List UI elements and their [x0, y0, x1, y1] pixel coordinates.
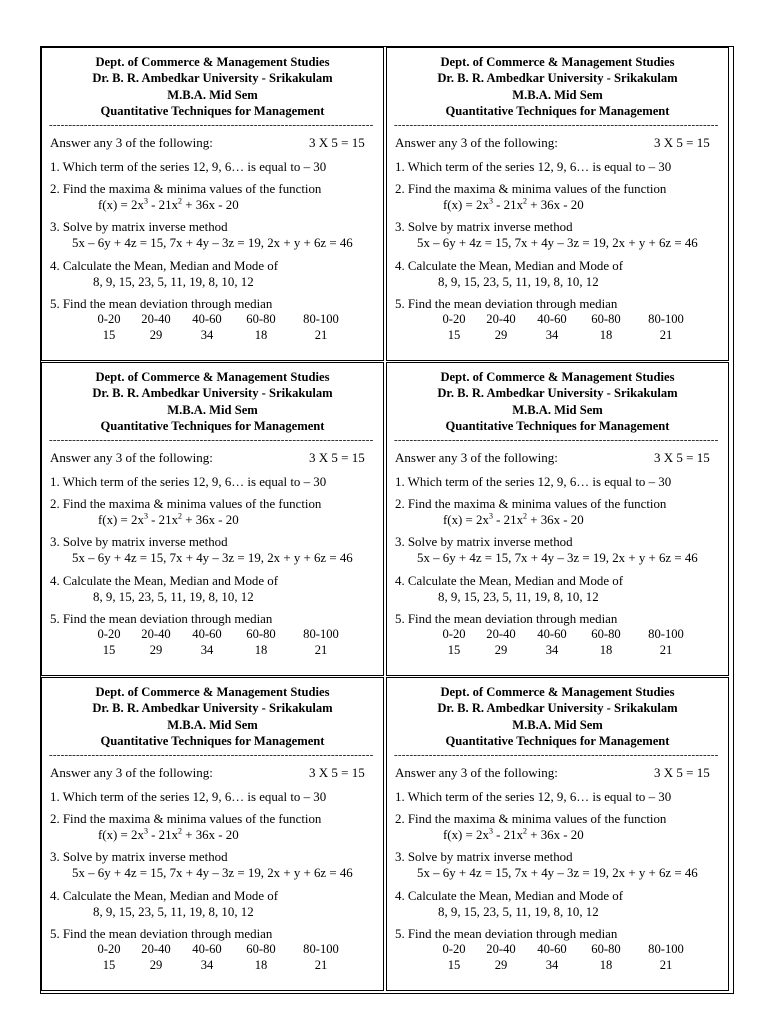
question-3 [395, 219, 728, 251]
square-exponent: 2 [178, 196, 183, 206]
instruction-line [50, 135, 383, 153]
dashed-separator: ------------------------------------------------------------------------------------ [394, 750, 719, 759]
frequency-value: 34 [545, 957, 559, 972]
question-2 [50, 811, 383, 843]
question-2 [50, 181, 383, 213]
frequency-value: 15 [447, 957, 461, 972]
question-4 [395, 888, 728, 920]
function-lhs: f(x) = 2x [98, 198, 144, 213]
class-interval: 0-20 [442, 627, 466, 642]
class-interval-row [89, 312, 351, 328]
question-5 [395, 926, 728, 942]
question-1 [50, 474, 383, 490]
frequency-value: 34 [200, 642, 214, 657]
cubic-exponent: 3 [143, 196, 148, 206]
marks-allocation: 3 X 5 = 15 [654, 449, 710, 465]
function-tail: + 36x - 20 [527, 513, 584, 528]
function-expression [50, 512, 383, 528]
question-5-text: 5. Find the mean deviation through median [395, 297, 618, 312]
function-lhs: f(x) = 2x [98, 828, 144, 843]
frequency-value: 29 [149, 327, 163, 342]
question-2 [395, 181, 728, 213]
function-lhs: f(x) = 2x [443, 513, 489, 528]
function-expression [395, 197, 728, 213]
function-lhs: f(x) = 2x [443, 198, 489, 213]
paper-header [387, 48, 728, 120]
function-tail: + 36x - 20 [182, 198, 239, 213]
frequency-value: 34 [545, 327, 559, 342]
function-expression [50, 197, 383, 213]
marks-allocation: 3 X 5 = 15 [654, 764, 710, 780]
question-1-text: 1. Which term of the series 12, 9, 6… is equal to – 30 [50, 159, 327, 174]
instruction-text: Answer any 3 of the following: [395, 449, 558, 465]
question-paper-card [386, 677, 729, 991]
class-interval-row [434, 627, 696, 643]
instruction-line [395, 765, 728, 783]
instruction-text: Answer any 3 of the following: [395, 134, 558, 150]
class-interval: 80-100 [648, 942, 684, 957]
class-interval: 80-100 [303, 312, 339, 327]
paper-header [42, 48, 383, 120]
question-2 [395, 811, 728, 843]
instruction-line [395, 450, 728, 468]
question-3-text: 3. Solve by matrix inverse method [50, 220, 228, 235]
frequency-value: 18 [599, 642, 613, 657]
equation-system: 5x – 6y + 4z = 15, 7x + 4y – 3z = 19, 2x + y + 6z = 46 [72, 866, 353, 881]
exam-name: M.B.A. Mid Sem [512, 717, 603, 732]
equation-system: 5x – 6y + 4z = 15, 7x + 4y – 3z = 19, 2x + y + 6z = 46 [72, 236, 353, 251]
equation-system: 5x – 6y + 4z = 15, 7x + 4y – 3z = 19, 2x + y + 6z = 46 [72, 551, 353, 566]
question-4-text: 4. Calculate the Mean, Median and Mode of [395, 258, 624, 273]
frequency-row [89, 328, 351, 344]
function-lhs: f(x) = 2x [98, 513, 144, 528]
paper-header [387, 678, 728, 750]
frequency-value: 15 [102, 957, 116, 972]
class-interval: 60-80 [246, 627, 276, 642]
exam-name: M.B.A. Mid Sem [167, 87, 258, 102]
question-1-text: 1. Which term of the series 12, 9, 6… is equal to – 30 [395, 474, 672, 489]
frequency-value: 29 [149, 642, 163, 657]
paper-header [42, 678, 383, 750]
cubic-exponent: 3 [143, 511, 148, 521]
university-name: Dr. B. R. Ambedkar University - Srikakulam [437, 701, 678, 716]
class-interval: 20-40 [486, 312, 516, 327]
department-name: Dept. of Commerce & Management Studies [440, 370, 675, 384]
frequency-value: 21 [659, 327, 673, 342]
question-4-text: 4. Calculate the Mean, Median and Mode of [395, 888, 624, 903]
class-interval: 0-20 [97, 942, 121, 957]
question-4 [395, 258, 728, 290]
class-interval: 80-100 [648, 312, 684, 327]
frequency-table [434, 312, 696, 343]
question-4 [50, 258, 383, 290]
question-2-text: 2. Find the maxima & minima values of the function [395, 181, 667, 196]
question-3 [50, 534, 383, 566]
question-paper-card [41, 362, 384, 676]
university-name: Dr. B. R. Ambedkar University - Srikakulam [92, 71, 333, 86]
subject-name: Quantitative Techniques for Management [445, 734, 670, 749]
function-lhs: f(x) = 2x [443, 828, 489, 843]
class-interval: 40-60 [537, 312, 567, 327]
square-exponent: 2 [523, 196, 528, 206]
subject-name: Quantitative Techniques for Management [445, 104, 670, 119]
question-5-text: 5. Find the mean deviation through median [50, 297, 273, 312]
class-interval: 40-60 [192, 942, 222, 957]
frequency-value: 34 [200, 957, 214, 972]
question-paper-card [386, 47, 729, 361]
class-interval: 80-100 [303, 942, 339, 957]
class-interval-row [89, 942, 351, 958]
frequency-value: 29 [494, 327, 508, 342]
frequency-value: 21 [314, 957, 328, 972]
subject-name: Quantitative Techniques for Management [100, 104, 325, 119]
question-3 [50, 219, 383, 251]
question-5-text: 5. Find the mean deviation through median [395, 927, 618, 942]
frequency-value: 29 [149, 957, 163, 972]
exam-name: M.B.A. Mid Sem [512, 402, 603, 417]
question-2 [50, 496, 383, 528]
class-interval: 20-40 [141, 627, 171, 642]
question-5 [50, 611, 383, 627]
function-middle: - 21x [147, 513, 179, 528]
university-name: Dr. B. R. Ambedkar University - Srikakulam [92, 386, 333, 401]
question-1-text: 1. Which term of the series 12, 9, 6… is equal to – 30 [395, 789, 672, 804]
dashed-separator: ------------------------------------------------------------------------------------ [394, 435, 719, 444]
class-interval: 80-100 [648, 627, 684, 642]
equation-system: 5x – 6y + 4z = 15, 7x + 4y – 3z = 19, 2x + y + 6z = 46 [417, 236, 698, 251]
question-4-text: 4. Calculate the Mean, Median and Mode of [50, 573, 279, 588]
department-name: Dept. of Commerce & Management Studies [440, 685, 675, 699]
question-5 [50, 296, 383, 312]
function-expression [395, 512, 728, 528]
question-3-text: 3. Solve by matrix inverse method [395, 850, 573, 865]
instruction-text: Answer any 3 of the following: [50, 449, 213, 465]
marks-allocation: 3 X 5 = 15 [309, 449, 365, 465]
instruction-line [50, 450, 383, 468]
instruction-text: Answer any 3 of the following: [50, 134, 213, 150]
question-4 [50, 573, 383, 605]
question-paper-card [386, 362, 729, 676]
paper-header [42, 363, 383, 435]
frequency-row [434, 958, 696, 974]
frequency-value: 29 [494, 642, 508, 657]
frequency-value: 21 [659, 642, 673, 657]
question-2-text: 2. Find the maxima & minima values of the function [50, 181, 322, 196]
function-tail: + 36x - 20 [527, 198, 584, 213]
question-5-text: 5. Find the mean deviation through median [395, 612, 618, 627]
question-4-text: 4. Calculate the Mean, Median and Mode of [395, 573, 624, 588]
class-interval: 60-80 [246, 942, 276, 957]
paper-header [387, 363, 728, 435]
class-interval: 0-20 [97, 627, 121, 642]
question-1 [395, 789, 728, 805]
dashed-separator: ------------------------------------------------------------------------------------ [49, 120, 374, 129]
square-exponent: 2 [523, 511, 528, 521]
question-paper-card [41, 47, 384, 361]
frequency-value: 18 [599, 327, 613, 342]
question-3 [50, 849, 383, 881]
frequency-value: 29 [494, 957, 508, 972]
question-5 [395, 611, 728, 627]
function-middle: - 21x [492, 828, 524, 843]
question-5-text: 5. Find the mean deviation through median [50, 612, 273, 627]
question-1-text: 1. Which term of the series 12, 9, 6… is equal to – 30 [395, 159, 672, 174]
square-exponent: 2 [523, 826, 528, 836]
function-middle: - 21x [492, 198, 524, 213]
question-2 [395, 496, 728, 528]
square-exponent: 2 [178, 826, 183, 836]
class-interval: 20-40 [486, 627, 516, 642]
frequency-value: 15 [447, 327, 461, 342]
frequency-row [434, 328, 696, 344]
frequency-value: 21 [314, 327, 328, 342]
class-interval: 60-80 [591, 942, 621, 957]
data-values: 8, 9, 15, 23, 5, 11, 19, 8, 10, 12 [438, 904, 599, 919]
frequency-value: 15 [102, 327, 116, 342]
frequency-value: 18 [599, 957, 613, 972]
university-name: Dr. B. R. Ambedkar University - Srikakulam [437, 71, 678, 86]
frequency-table [89, 312, 351, 343]
question-3-text: 3. Solve by matrix inverse method [50, 535, 228, 550]
frequency-row [89, 643, 351, 659]
question-1 [395, 159, 728, 175]
equation-system: 5x – 6y + 4z = 15, 7x + 4y – 3z = 19, 2x + y + 6z = 46 [417, 551, 698, 566]
cubic-exponent: 3 [488, 826, 493, 836]
function-expression [395, 827, 728, 843]
instruction-line [50, 765, 383, 783]
function-middle: - 21x [147, 828, 179, 843]
subject-name: Quantitative Techniques for Management [445, 419, 670, 434]
class-interval: 40-60 [192, 312, 222, 327]
subject-name: Quantitative Techniques for Management [100, 734, 325, 749]
class-interval: 80-100 [303, 627, 339, 642]
class-interval: 60-80 [246, 312, 276, 327]
department-name: Dept. of Commerce & Management Studies [95, 370, 330, 384]
class-interval: 20-40 [141, 942, 171, 957]
subject-name: Quantitative Techniques for Management [100, 419, 325, 434]
frequency-value: 34 [545, 642, 559, 657]
class-interval-row [434, 312, 696, 328]
equation-system: 5x – 6y + 4z = 15, 7x + 4y – 3z = 19, 2x + y + 6z = 46 [417, 866, 698, 881]
question-paper-card [41, 677, 384, 991]
cubic-exponent: 3 [488, 196, 493, 206]
class-interval: 0-20 [97, 312, 121, 327]
exam-name: M.B.A. Mid Sem [167, 402, 258, 417]
data-values: 8, 9, 15, 23, 5, 11, 19, 8, 10, 12 [93, 274, 254, 289]
data-values: 8, 9, 15, 23, 5, 11, 19, 8, 10, 12 [93, 589, 254, 604]
frequency-value: 21 [659, 957, 673, 972]
question-5 [50, 926, 383, 942]
class-interval-row [434, 942, 696, 958]
question-2-text: 2. Find the maxima & minima values of the function [50, 811, 322, 826]
question-3 [395, 534, 728, 566]
marks-allocation: 3 X 5 = 15 [309, 134, 365, 150]
class-interval: 20-40 [486, 942, 516, 957]
question-3-text: 3. Solve by matrix inverse method [395, 220, 573, 235]
exam-name: M.B.A. Mid Sem [167, 717, 258, 732]
question-1-text: 1. Which term of the series 12, 9, 6… is equal to – 30 [50, 474, 327, 489]
frequency-value: 18 [254, 957, 268, 972]
question-3 [395, 849, 728, 881]
frequency-value: 34 [200, 327, 214, 342]
university-name: Dr. B. R. Ambedkar University - Srikakulam [437, 386, 678, 401]
question-3-text: 3. Solve by matrix inverse method [395, 535, 573, 550]
class-interval: 40-60 [537, 627, 567, 642]
square-exponent: 2 [178, 511, 183, 521]
question-4 [395, 573, 728, 605]
university-name: Dr. B. R. Ambedkar University - Srikakulam [92, 701, 333, 716]
department-name: Dept. of Commerce & Management Studies [95, 55, 330, 69]
question-2-text: 2. Find the maxima & minima values of the function [395, 811, 667, 826]
frequency-value: 15 [447, 642, 461, 657]
class-interval: 20-40 [141, 312, 171, 327]
class-interval: 0-20 [442, 942, 466, 957]
dashed-separator: ------------------------------------------------------------------------------------ [49, 750, 374, 759]
marks-allocation: 3 X 5 = 15 [309, 764, 365, 780]
instruction-line [395, 135, 728, 153]
frequency-table [89, 942, 351, 973]
question-1 [50, 159, 383, 175]
frequency-table [89, 627, 351, 658]
function-tail: + 36x - 20 [182, 828, 239, 843]
question-2-text: 2. Find the maxima & minima values of the function [50, 496, 322, 511]
class-interval: 60-80 [591, 627, 621, 642]
frequency-value: 21 [314, 642, 328, 657]
class-interval-row [89, 627, 351, 643]
cubic-exponent: 3 [143, 826, 148, 836]
instruction-text: Answer any 3 of the following: [395, 764, 558, 780]
question-1 [395, 474, 728, 490]
question-paper-sheet [40, 46, 734, 994]
exam-name: M.B.A. Mid Sem [512, 87, 603, 102]
question-5-text: 5. Find the mean deviation through median [50, 927, 273, 942]
question-4-text: 4. Calculate the Mean, Median and Mode of [50, 888, 279, 903]
class-interval: 60-80 [591, 312, 621, 327]
cubic-exponent: 3 [488, 511, 493, 521]
frequency-value: 18 [254, 642, 268, 657]
department-name: Dept. of Commerce & Management Studies [440, 55, 675, 69]
instruction-text: Answer any 3 of the following: [50, 764, 213, 780]
frequency-table [434, 627, 696, 658]
data-values: 8, 9, 15, 23, 5, 11, 19, 8, 10, 12 [438, 589, 599, 604]
class-interval: 0-20 [442, 312, 466, 327]
class-interval: 40-60 [192, 627, 222, 642]
dashed-separator: ------------------------------------------------------------------------------------ [49, 435, 374, 444]
dashed-separator: ------------------------------------------------------------------------------------ [394, 120, 719, 129]
question-4 [50, 888, 383, 920]
function-expression [50, 827, 383, 843]
frequency-value: 18 [254, 327, 268, 342]
frequency-value: 15 [102, 642, 116, 657]
question-4-text: 4. Calculate the Mean, Median and Mode of [50, 258, 279, 273]
question-5 [395, 296, 728, 312]
function-middle: - 21x [147, 198, 179, 213]
frequency-row [434, 643, 696, 659]
question-1 [50, 789, 383, 805]
marks-allocation: 3 X 5 = 15 [654, 134, 710, 150]
function-tail: + 36x - 20 [527, 828, 584, 843]
function-middle: - 21x [492, 513, 524, 528]
department-name: Dept. of Commerce & Management Studies [95, 685, 330, 699]
function-tail: + 36x - 20 [182, 513, 239, 528]
frequency-table [434, 942, 696, 973]
frequency-row [89, 958, 351, 974]
data-values: 8, 9, 15, 23, 5, 11, 19, 8, 10, 12 [438, 274, 599, 289]
question-2-text: 2. Find the maxima & minima values of the function [395, 496, 667, 511]
class-interval: 40-60 [537, 942, 567, 957]
data-values: 8, 9, 15, 23, 5, 11, 19, 8, 10, 12 [93, 904, 254, 919]
question-1-text: 1. Which term of the series 12, 9, 6… is equal to – 30 [50, 789, 327, 804]
question-3-text: 3. Solve by matrix inverse method [50, 850, 228, 865]
